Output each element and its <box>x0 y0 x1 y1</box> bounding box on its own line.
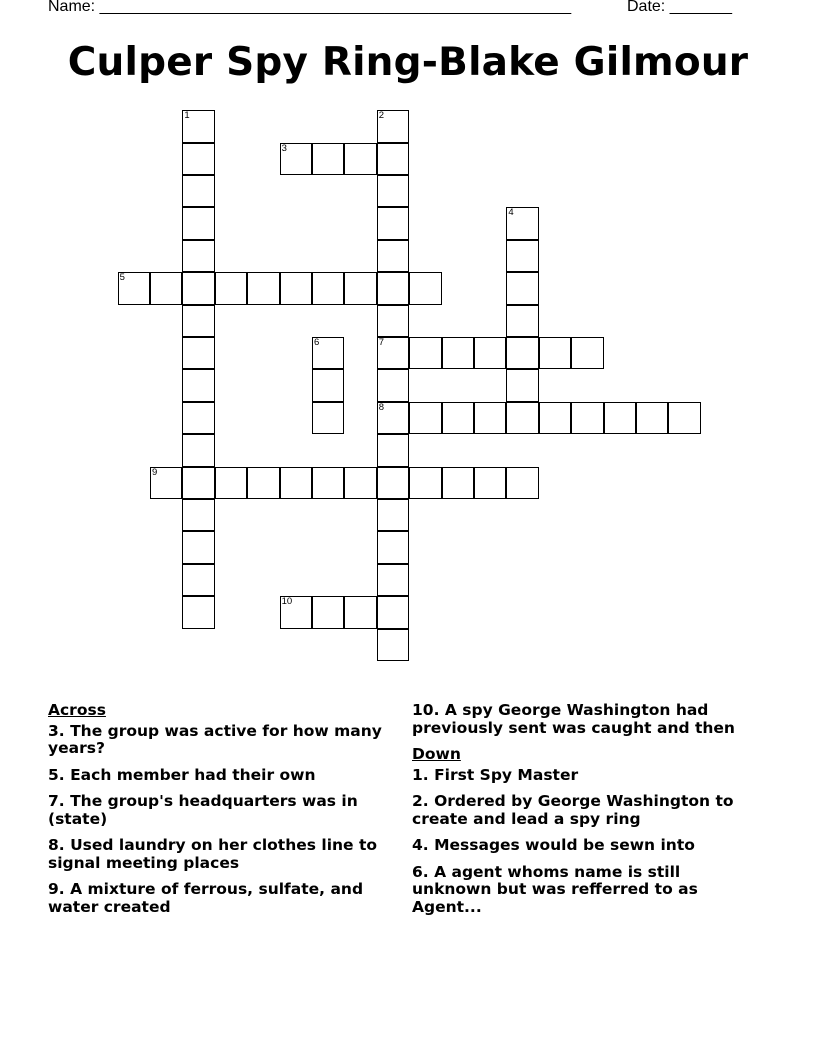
grid-cell <box>409 467 441 499</box>
clue-number: 4 <box>508 207 514 219</box>
grid-cell <box>474 337 506 369</box>
grid-cell <box>442 402 474 434</box>
grid-cell <box>377 175 409 207</box>
grid-cell <box>409 337 441 369</box>
grid-cell <box>182 143 214 175</box>
grid-cell <box>344 596 376 628</box>
clue-number: 9 <box>152 466 158 478</box>
grid-cell <box>506 240 538 272</box>
grid-cell <box>118 272 150 304</box>
grid-cell <box>182 240 214 272</box>
grid-cell <box>377 110 409 142</box>
grid-cell <box>182 499 214 531</box>
clue-number: 6 <box>314 337 320 348</box>
clue-down-2: 2. Ordered by George Washington to create and lead a spy ring <box>412 792 734 828</box>
clues-left-column <box>48 702 388 925</box>
grid-cell <box>182 434 214 466</box>
grid-cell <box>280 143 312 175</box>
grid-cell <box>182 207 214 239</box>
grid-cell <box>539 337 571 369</box>
grid-cell <box>571 337 603 369</box>
grid-cell <box>539 402 571 434</box>
grid-cell <box>506 337 538 369</box>
grid-cell <box>571 402 603 434</box>
clue-across-10: 10. A spy George Washington had previously sent was caught and then <box>412 701 735 737</box>
grid-cell <box>604 402 636 434</box>
grid-cell <box>377 207 409 239</box>
grid-cell <box>344 467 376 499</box>
grid-cell <box>280 467 312 499</box>
page-title: Culper Spy Ring-Blake Gilmour <box>67 40 749 85</box>
grid-cell <box>377 596 409 628</box>
down-heading: Down <box>412 745 461 763</box>
grid-cell <box>409 272 441 304</box>
across-heading: Across <box>48 701 106 719</box>
grid-cell <box>247 272 279 304</box>
grid-cell <box>442 467 474 499</box>
grid-cell <box>182 369 214 401</box>
grid-cell <box>506 402 538 434</box>
grid-cell <box>182 175 214 207</box>
grid-cell <box>182 110 214 142</box>
clue-across-8: 8. Used laundry on her clothes line to signal meeting places <box>48 836 378 872</box>
grid-cell <box>377 240 409 272</box>
clue-number: 7 <box>378 337 385 348</box>
grid-cell <box>182 596 214 628</box>
clues-right-column <box>412 702 752 925</box>
grid-cell <box>636 402 668 434</box>
clue-number: 1 <box>184 110 190 122</box>
grid-cell <box>182 402 214 434</box>
grid-cell <box>312 402 344 434</box>
grid-cell <box>506 272 538 304</box>
grid-cell <box>344 272 376 304</box>
grid-cell <box>312 272 344 304</box>
grid-cell <box>442 337 474 369</box>
grid-cell <box>150 467 182 499</box>
grid-cell <box>377 143 409 175</box>
grid-cell <box>182 531 214 563</box>
grid-cell <box>312 369 344 401</box>
grid-cell <box>280 596 312 628</box>
clue-across-7: 7. The group's headquarters was in (state) <box>48 792 358 828</box>
name-field-line: Name: _____________________________________________________ <box>48 0 572 15</box>
date-field-line: Date: _______ <box>627 0 732 15</box>
grid-cell <box>312 596 344 628</box>
grid-cell <box>474 402 506 434</box>
grid-cell <box>247 467 279 499</box>
grid-cell <box>377 337 409 369</box>
grid-cell <box>182 467 214 499</box>
grid-cell <box>344 143 376 175</box>
grid-cell <box>377 531 409 563</box>
grid-cell <box>312 143 344 175</box>
grid-cell <box>182 272 214 304</box>
clue-across-9: 9. A mixture of ferrous, sulfate, and water created <box>48 880 364 916</box>
grid-cell <box>150 272 182 304</box>
clue-across-3: 3. The group was active for how many years? <box>48 721 382 757</box>
grid-cell <box>377 564 409 596</box>
grid-cell <box>182 305 214 337</box>
grid-cell <box>312 337 344 369</box>
clue-number: 3 <box>281 142 287 154</box>
grid-cell <box>377 369 409 401</box>
grid-cell <box>377 272 409 304</box>
grid-cell <box>215 272 247 304</box>
clue-number: 10 <box>281 596 293 608</box>
grid-cell <box>215 467 247 499</box>
grid-cell <box>182 564 214 596</box>
clue-number: 5 <box>119 272 125 284</box>
grid-cell <box>506 305 538 337</box>
grid-cell <box>312 467 344 499</box>
grid-cell <box>474 467 506 499</box>
grid-cell <box>668 402 700 434</box>
grid-cell <box>377 305 409 337</box>
clue-down-6: 6. A agent whoms name is still unknown but was refferred to as Agent... <box>412 862 698 916</box>
clue-number: 2 <box>378 110 385 122</box>
clue-down-4: 4. Messages would be sewn into <box>412 836 695 854</box>
grid-cell <box>377 629 409 661</box>
grid-cell <box>280 272 312 304</box>
clue-number: 8 <box>378 401 385 413</box>
clue-down-1: 1. First Spy Master <box>412 765 579 784</box>
grid-cell <box>377 402 409 434</box>
grid-cell <box>409 402 441 434</box>
clue-across-5: 5. Each member had their own <box>48 765 316 784</box>
grid-cell <box>506 207 538 239</box>
grid-cell <box>377 467 409 499</box>
grid-cell <box>506 467 538 499</box>
grid-cell <box>506 369 538 401</box>
grid-cell <box>377 434 409 466</box>
grid-cell <box>377 499 409 531</box>
grid-cell <box>182 337 214 369</box>
